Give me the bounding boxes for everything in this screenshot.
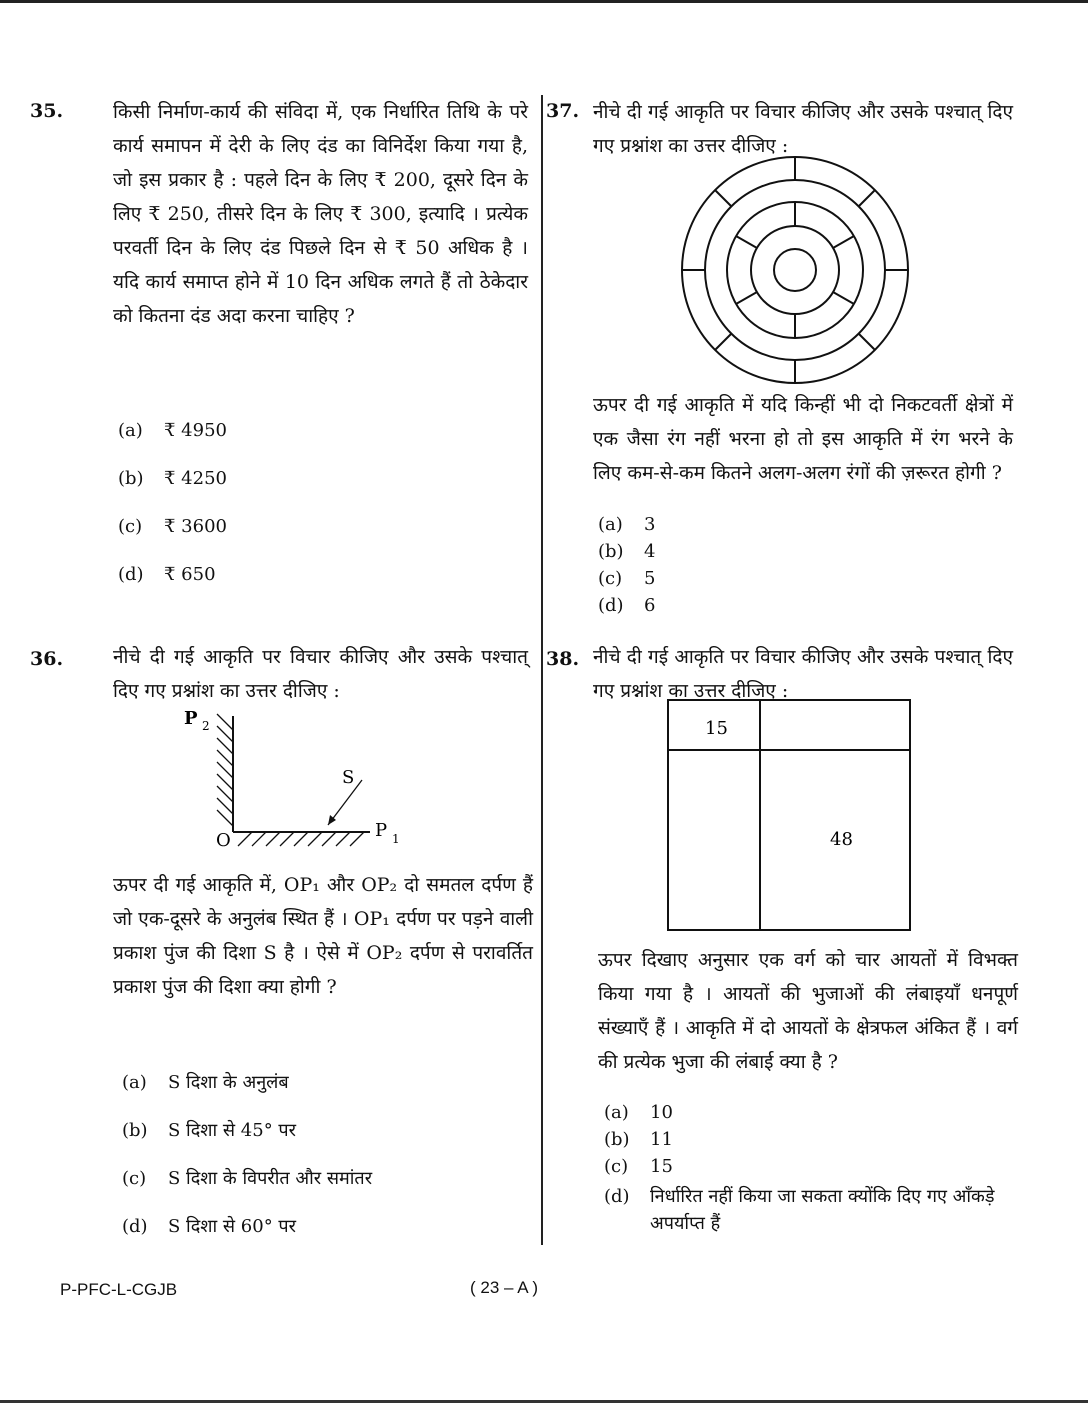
option-text: 11	[650, 1129, 673, 1150]
option-text: निर्धारित नहीं किया जा सकता क्योंकि दिए गए आँकड़े अपर्याप्त हैं	[650, 1186, 995, 1234]
mirror-figure	[180, 640, 420, 860]
option	[122, 1070, 289, 1094]
option-text: S दिशा के विपरीत और समांतर	[168, 1168, 373, 1189]
option	[122, 1118, 296, 1142]
option-label: (a)	[604, 1102, 629, 1123]
option	[598, 568, 655, 589]
label-o: O	[216, 830, 231, 851]
column-divider	[541, 95, 543, 1245]
option-label: (c)	[118, 516, 143, 537]
question-number: 36.	[30, 648, 64, 670]
label-p1-sub: 1	[392, 832, 400, 846]
option-text: 3	[644, 514, 656, 535]
option-label: (b)	[122, 1120, 148, 1141]
label-s: S	[342, 767, 355, 788]
option-label: (c)	[598, 568, 623, 589]
option-label: (a)	[118, 420, 143, 441]
option	[118, 420, 227, 441]
option-text: S दिशा से 45° पर	[168, 1120, 296, 1141]
option-text: S दिशा से 60° पर	[168, 1216, 296, 1237]
option	[122, 1166, 372, 1190]
option	[604, 1129, 673, 1150]
option-label: (b)	[604, 1129, 630, 1150]
question-intro: नीचे दी गई आकृति पर विचार कीजिए और उसके पश्चात् दिए गए प्रश्नांश का उत्तर दीजिए :	[593, 646, 1013, 702]
question-text: ऊपर दिखाए अनुसार एक वर्ग को चार आयतों में विभक्त किया गया है । आयतों की भुजाओं की लंबाइयाँ धनपूर्ण संख्याएँ हैं । आकृति में दो आयतों के क्षेत्रफल अंकित हैं । वर्ग की प्रत्येक भुजा की लंबाई क्या है ?	[598, 949, 1018, 1073]
question-text: ऊपर दी गई आकृति में यदि किन्हीं भी दो निकटवर्ती क्षेत्रों में एक जैसा रंग नहीं भरना हो तो इस आकृति में रंग भरने के लिए कम-से-कम कितने अलग-अलग रंगों की ज़रूरत होगी ?	[593, 394, 1013, 484]
question-number: 37.	[546, 100, 580, 122]
option	[118, 564, 216, 585]
question-text: किसी निर्माण-कार्य की संविदा में, एक निर्धारित तिथि के परे कार्य समापन में देरी के लिए दंड का विनिर्देश किया गया है, जो इस प्रकार है : पहले दिन के लिए ₹ 200, दूसरे दिन के लिए ₹ 250, तीसरे दिन के लिए ₹ 300, इत्यादि । प्रत्येक परवर्ती दिन के लिए दंड पिछले दिन से ₹ 50 अधिक है । यदि कार्य समाप्त होने में 10 दिन अधिक लगते हैं तो ठेकेदार को कितना दंड अदा करना चाहिए ?	[113, 101, 528, 327]
area-label-48: 48	[830, 829, 853, 850]
option	[604, 1183, 1024, 1237]
question-number: 35.	[30, 100, 64, 122]
question-number: 38.	[546, 648, 580, 670]
option-text: ₹ 4950	[164, 420, 227, 441]
option-text: 5	[644, 568, 656, 589]
option-label: (c)	[122, 1168, 147, 1189]
option-label: (d)	[598, 595, 624, 616]
option-label: (d)	[122, 1216, 148, 1237]
option-text: 15	[650, 1156, 673, 1177]
option-label: (a)	[122, 1072, 147, 1093]
paper-code: P-PFC-L-CGJB	[60, 1280, 178, 1299]
option-text: 10	[650, 1102, 673, 1123]
option	[598, 541, 655, 562]
option	[598, 514, 655, 535]
concentric-circles-figure	[675, 150, 915, 390]
bottom-border	[0, 1400, 1088, 1403]
option	[118, 468, 227, 489]
label-p2-sub: 2	[202, 719, 210, 733]
option	[598, 595, 655, 616]
option-text: ₹ 650	[164, 564, 216, 585]
question-text: ऊपर दी गई आकृति में, OP₁ और OP₂ दो समतल दर्पण हैं जो एक-दूसरे के अनुलंब स्थित हैं । OP₁ दर्पण पर पड़ने वाली प्रकाश पुंज की दिशा S है । ऐसे में OP₂ दर्पण से परावर्तित प्रकाश पुंज की दिशा क्या होगी ?	[113, 874, 533, 998]
option-label: (a)	[598, 514, 623, 535]
option-label: (b)	[118, 468, 144, 489]
option-label: (d)	[604, 1186, 630, 1207]
square-figure	[665, 697, 915, 935]
option-label: (c)	[604, 1156, 629, 1177]
question-intro: नीचे दी गई आकृति पर विचार कीजिए और उसके पश्चात् दिए गए प्रश्नांश का उत्तर दीजिए :	[113, 646, 528, 702]
option	[604, 1156, 673, 1177]
label-p2: P	[184, 708, 198, 729]
area-label-15: 15	[705, 718, 728, 739]
option-label: (b)	[598, 541, 624, 562]
option-text: S दिशा के अनुलंब	[168, 1072, 289, 1093]
option	[122, 1214, 296, 1238]
option-label: (d)	[118, 564, 144, 585]
top-border	[0, 0, 1088, 3]
label-p1: P	[375, 820, 388, 841]
option-text: ₹ 3600	[164, 516, 227, 537]
question-intro: नीचे दी गई आकृति पर विचार कीजिए और उसके पश्चात् दिए गए प्रश्नांश का उत्तर दीजिए :	[593, 101, 1013, 157]
option-text: ₹ 4250	[164, 468, 227, 489]
page-number: ( 23 – A )	[470, 1278, 539, 1297]
option-text: 4	[644, 541, 656, 562]
option-text: 6	[644, 595, 656, 616]
option	[604, 1102, 673, 1123]
option	[118, 516, 227, 537]
